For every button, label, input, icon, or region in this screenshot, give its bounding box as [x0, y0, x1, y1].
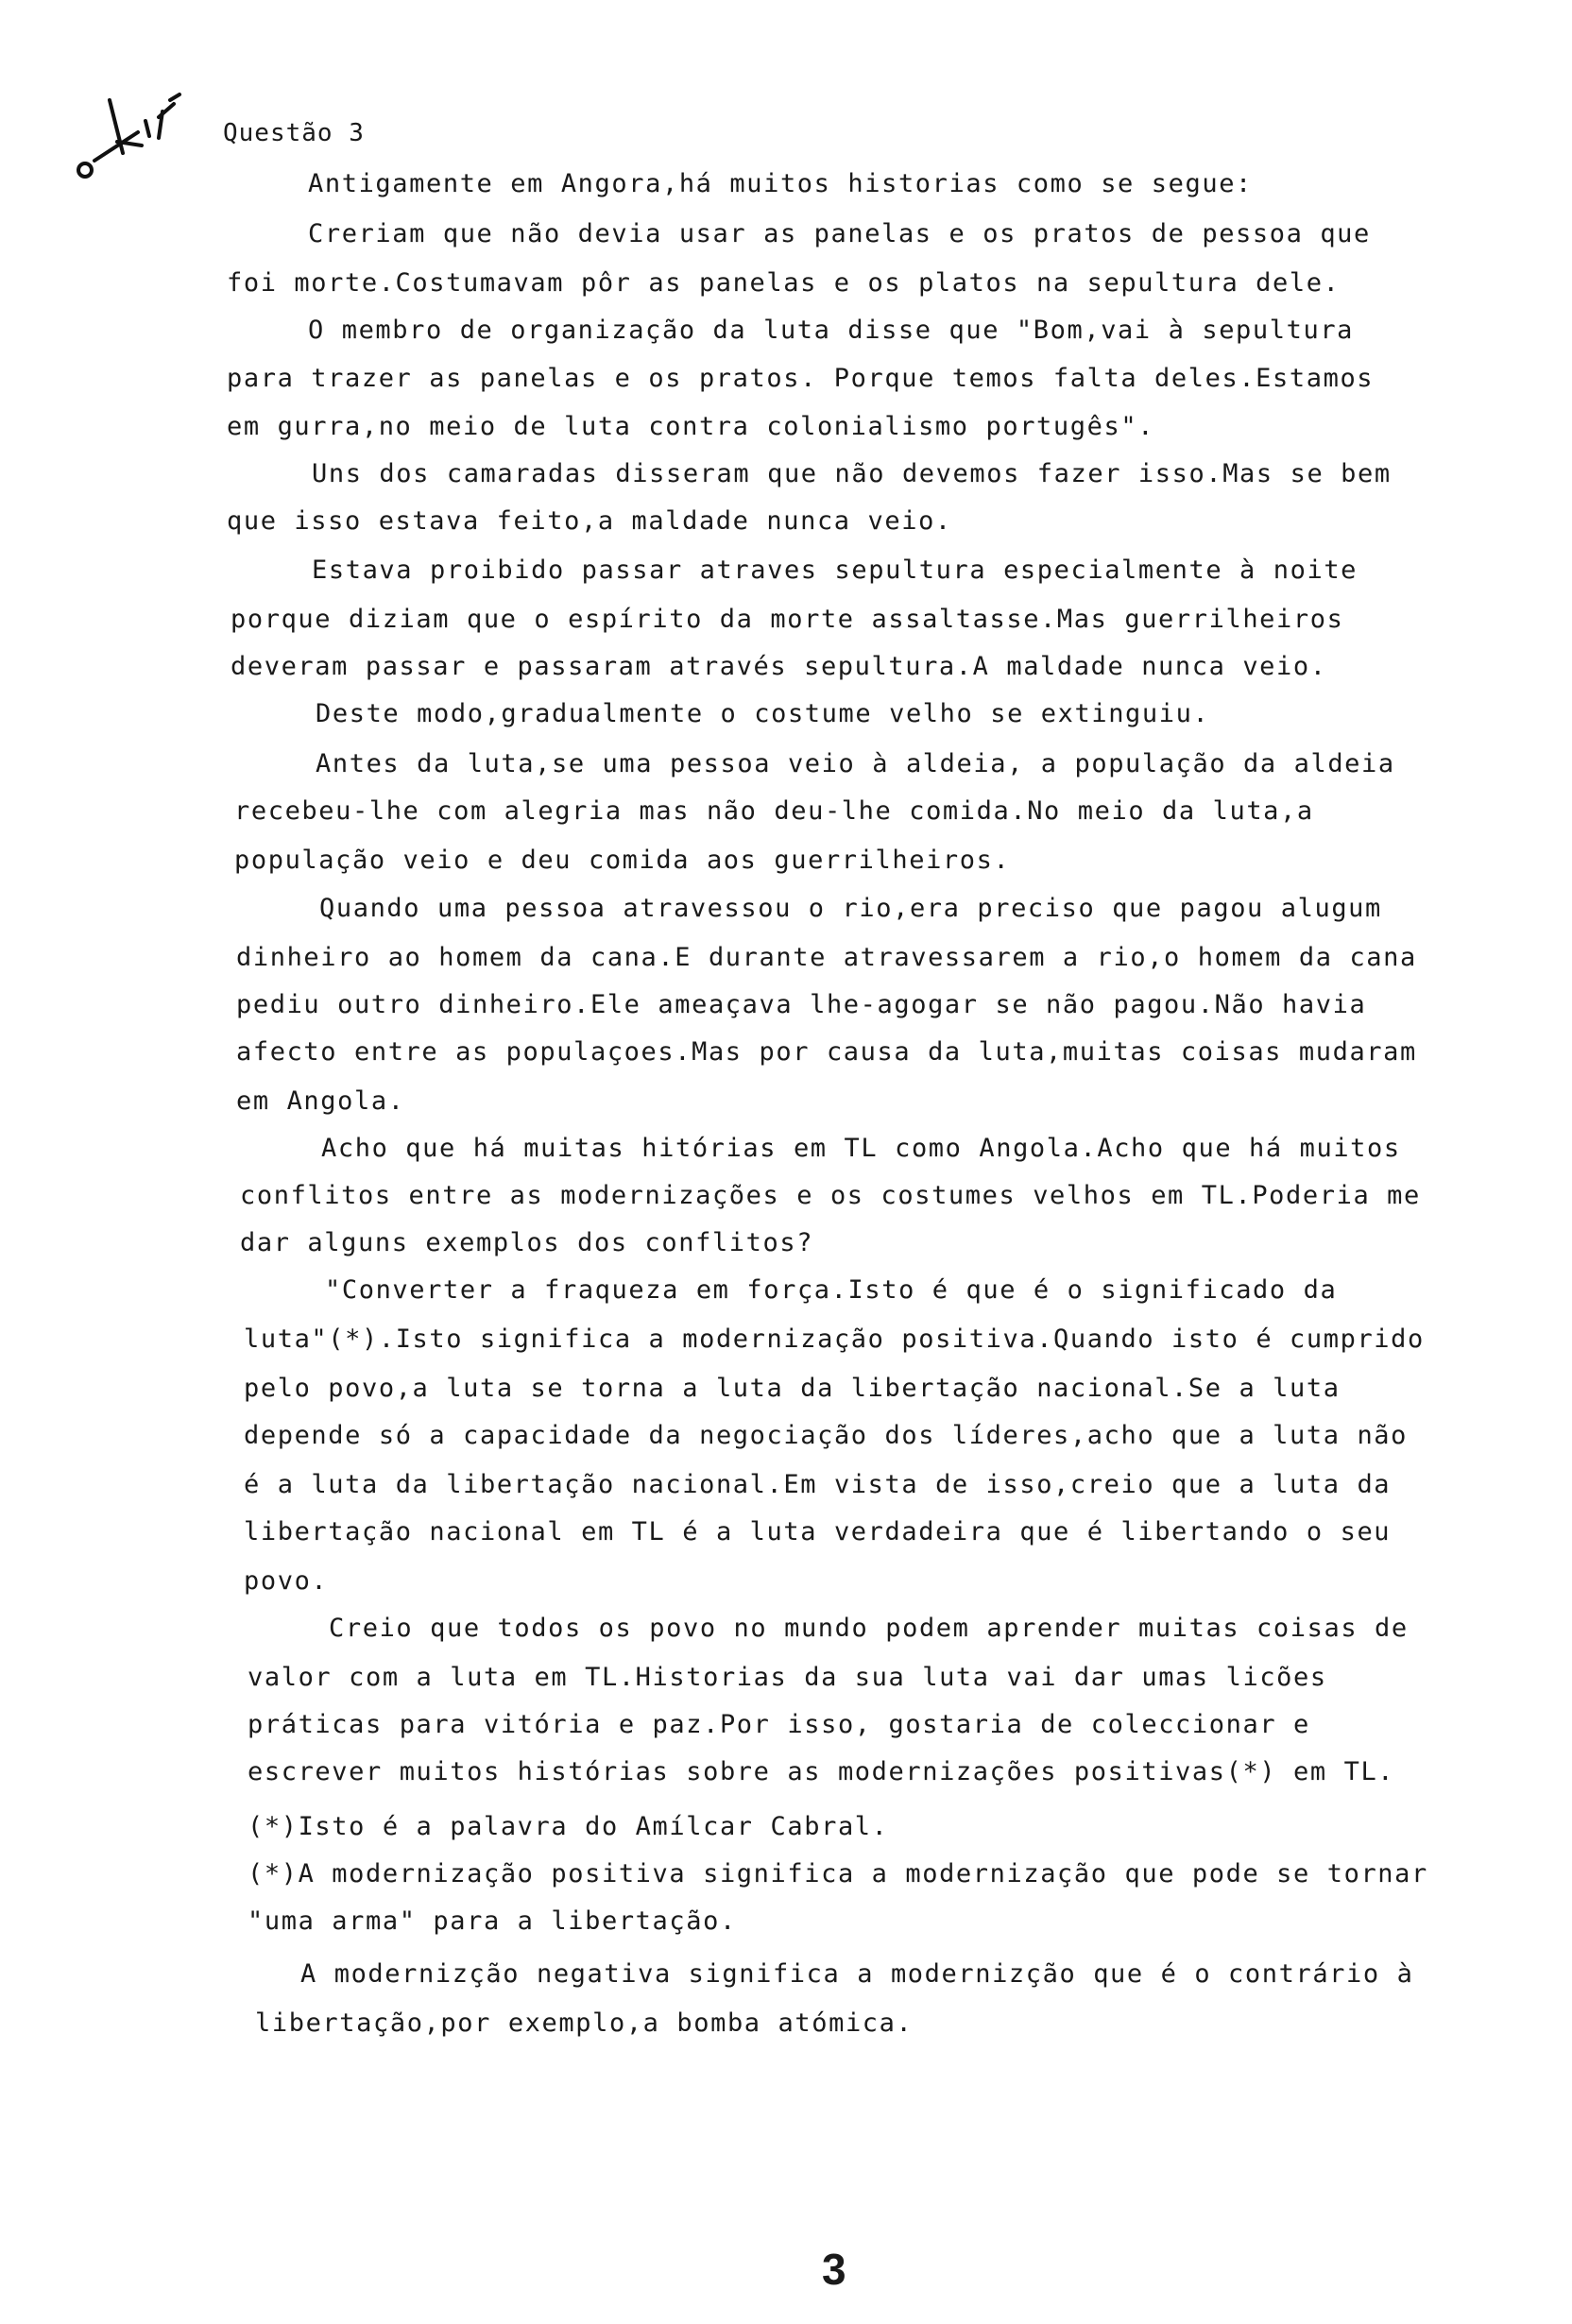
text-line: é a luta da libertação nacional.Em vista de isso,creio que a luta da: [244, 1470, 1392, 1499]
text-line: dinheiro ao homem da cana.E durante atravessarem a rio,o homem da cana: [236, 943, 1417, 972]
text-line: Estava proibido passar atraves sepultura especialmente à noite: [312, 555, 1358, 585]
text-line: foi morte.Costumavam pôr as panelas e os platos na sepultura dele.: [227, 268, 1341, 298]
text-line: escrever muitos histórias sobre as modernizações positivas(*) em TL.: [248, 1757, 1395, 1786]
text-line: "Converter a fraqueza em força.Isto é que é o significado da: [325, 1275, 1338, 1305]
footnote-line: A modernizção negativa significa a modernizção que é o contrário à: [300, 1959, 1414, 1989]
footnote-line: (*)Isto é a palavra do Amílcar Cabral.: [248, 1812, 889, 1841]
text-line: práticas para vitória e paz.Por isso, gostaria de coleccionar e: [248, 1710, 1310, 1739]
footnote-line: libertação,por exemplo,a bomba atómica.: [255, 2008, 914, 2038]
text-line: depende só a capacidade da negociação dos líderes,acho que a luta não: [244, 1421, 1409, 1450]
text-line: libertação nacional em TL é a luta verdadeira que é libertando o seu: [244, 1517, 1392, 1546]
footnote-line: (*)A modernização positiva significa a modernização que pode se tornar: [248, 1859, 1428, 1888]
text-line: porque diziam que o espírito da morte assaltasse.Mas guerrilheiros: [231, 605, 1344, 634]
text-line: deveram passar e passaram através sepultura.A maldade nunca veio.: [231, 652, 1327, 681]
text-line: Uns dos camaradas disseram que não devemos fazer isso.Mas se bem: [312, 459, 1392, 488]
question-heading: Questão 3: [223, 119, 365, 147]
handwritten-mark-icon: [68, 83, 210, 187]
text-line: que isso estava feito,a maldade nunca veio.: [227, 506, 952, 536]
text-line: conflitos entre as modernizações e os costumes velhos em TL.Poderia me: [240, 1181, 1421, 1210]
text-line: Quando uma pessoa atravessou o rio,era preciso que pagou alugum: [319, 894, 1382, 923]
text-line: em gurra,no meio de luta contra colonialismo portugês".: [227, 412, 1155, 441]
text-line: afecto entre as populaçoes.Mas por causa da luta,muitas coisas mudaram: [236, 1037, 1417, 1067]
text-line: para trazer as panelas e os pratos. Porque temos falta deles.Estamos: [227, 364, 1375, 393]
text-line: Antigamente em Angora,há muitos historias como se segue:: [308, 169, 1253, 198]
text-line: pediu outro dinheiro.Ele ameaçava lhe-agogar se não pagou.Não havia: [236, 990, 1367, 1019]
text-line: Creio que todos os povo no mundo podem aprender muitas coisas de: [329, 1614, 1409, 1643]
text-line: pelo povo,a luta se torna a luta da libertação nacional.Se a luta: [244, 1374, 1341, 1403]
text-line: povo.: [244, 1566, 329, 1596]
text-line: dar alguns exemplos dos conflitos?: [240, 1228, 814, 1257]
text-line: Creriam que não devia usar as panelas e os pratos de pessoa que: [308, 219, 1371, 248]
page-number: 3: [822, 2245, 846, 2294]
text-line: Antes da luta,se uma pessoa veio à aldeia, a população da aldeia: [316, 749, 1395, 778]
text-line: em Angola.: [236, 1086, 405, 1116]
text-line: Deste modo,gradualmente o costume velho se extinguiu.: [316, 699, 1210, 728]
text-line: recebeu-lhe com alegria mas não deu-lhe comida.No meio da luta,a: [234, 796, 1314, 826]
text-line: população veio e deu comida aos guerrilheiros.: [234, 846, 1011, 875]
text-line: valor com a luta em TL.Historias da sua luta vai dar umas licões: [248, 1663, 1327, 1692]
footnote-line: "uma arma" para a libertação.: [248, 1906, 737, 1936]
text-line: O membro de organização da luta disse que "Bom,vai à sepultura: [308, 316, 1355, 345]
text-line: Acho que há muitas hitórias em TL como Angola.Acho que há muitos: [321, 1134, 1401, 1163]
text-line: luta"(*).Isto significa a modernização positiva.Quando isto é cumprido: [244, 1324, 1425, 1354]
